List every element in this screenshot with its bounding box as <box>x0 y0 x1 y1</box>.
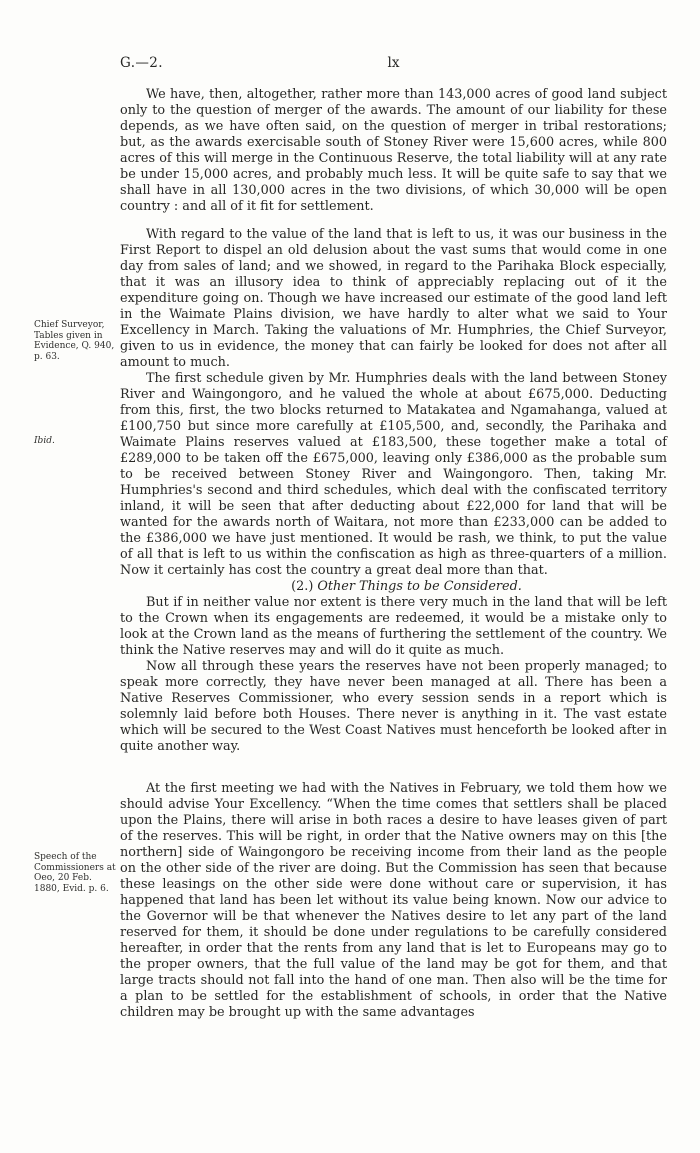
paragraph: At the first meeting we had with the Natives in February, we told them how we should advise Your Excellency. “When the time comes that settlers shall be placed upon the Plains, there will arise in both races a desire to have leases given of part of the reserves. This will be right, in order that the Native owners may on this [the northern] side of Waingongoro be receiving income from their land as the people on the other side of the river are doing. But the Commission has seen that because these leasings on the other side were done without care or supervision, it has happened that land has been let without its value being known. Now our advice to the Governor will be that whenever the Natives desire to let any part of the land reserved for them, it should be done under regulations to be carefully considered hereafter, in order that the rents from any land that is let to Europeans may go to the proper owners, that the full value of the land may be got for them, and that large tracts should not fall into the hand of one man. Then also will be the time for a plan to be settled for the establishment of schools, in order that the Native children may be brought up with the same advantages <box>120 781 667 1020</box>
margin-note: Chief Surveyor, Tables given in Evidence, Q. 940, p. 63. <box>34 320 115 362</box>
margin-note: Ibid. <box>34 436 55 446</box>
paragraph: We have, then, altogether, rather more than 143,000 acres of good land subject only to the question of merger of the awards. The amount of our liability for these depends, as we have often said, on the question of merger in tribal restorations; but, as the awards exercisable south of Stoney River were 15,600 acres, while 800 acres of this will merge in the Continuous Reserve, the total liability will at any rate be under 15,000 acres, and probably much less. It will be quite safe to say that we shall have in all 130,000 acres in the two divisions, of which 30,000 will be open country : and all of it fit for settlement. <box>120 87 667 214</box>
margin-note: Speech of the Commissioners at Oeo, 20 Feb. 1880, Evid. p. 6. <box>34 852 116 894</box>
page-number: lx <box>387 55 400 71</box>
section-heading-title: Other Things to be Considered. <box>317 579 522 594</box>
paragraph: With regard to the value of the land that is left to us, it was our business in the First Report to dispel an old delusion about the vast sums that would come in one day from sales of land; and we showed, in regard to the Parihaka Block especially, that it was an illusory idea to think of appreciably replacing out of it the expenditure going on. Though we have increased our estimate of the good land left in the Waimate Plains division, we have hardly to alter what we said to Your Excellency in March. Taking the valuations of Mr. Humphries, the Chief Surveyor, given to us in evidence, the money that can fairly be looked for does not after all amount to much. <box>120 227 667 370</box>
page-signature: G.—2. <box>120 55 163 71</box>
section-heading <box>120 579 667 595</box>
paragraph: Now all through these years the reserves have not been properly managed; to speak more correctly, they have never been managed at all. There has been a Native Reserves Commissioner, who every session sends in a report which is solemnly laid before both Houses. There never is anything in it. The vast estate which will be secured to the West Coast Natives must henceforth be looked after in quite another way. <box>120 659 667 754</box>
section-heading-number: (2.) <box>291 579 314 594</box>
paragraph: But if in neither value nor extent is there very much in the land that will be left to the Crown when its engagements are redeemed, it would be a mistake only to look at the Crown land as the means of furthering the settlement of the country. We think the Native reserves may and will do it quite as much. <box>120 595 667 658</box>
paragraph: The first schedule given by Mr. Humphries deals with the land between Stoney River and Waingongoro, and he valued the whole at about £675,000. Deducting from this, first, the two blocks returned to Matakatea and Ngamahanga, valued at £100,750 but since more carefully at £105,500, and, secondly, the Parihaka and Waimate Plains reserves valued at £183,500, these together make a total of £289,000 to be taken off the £675,000, leaving only £386,000 as the probable sum to be received between Stoney River and Waingongoro. Then, taking Mr. Humphries's second and third schedules, which deal with the confiscated territory inland, it will be seen that after deducting about £22,000 for land that will be wanted for the awards north of Waitara, not more than £233,000 can be added to the £386,000 we have just mentioned. It would be rash, we think, to put the value of all that is left to us within the confiscation as high as three-quarters of a million. Now it certainly has cost the country a great deal more than that. <box>120 371 667 578</box>
text-column <box>120 87 667 1021</box>
